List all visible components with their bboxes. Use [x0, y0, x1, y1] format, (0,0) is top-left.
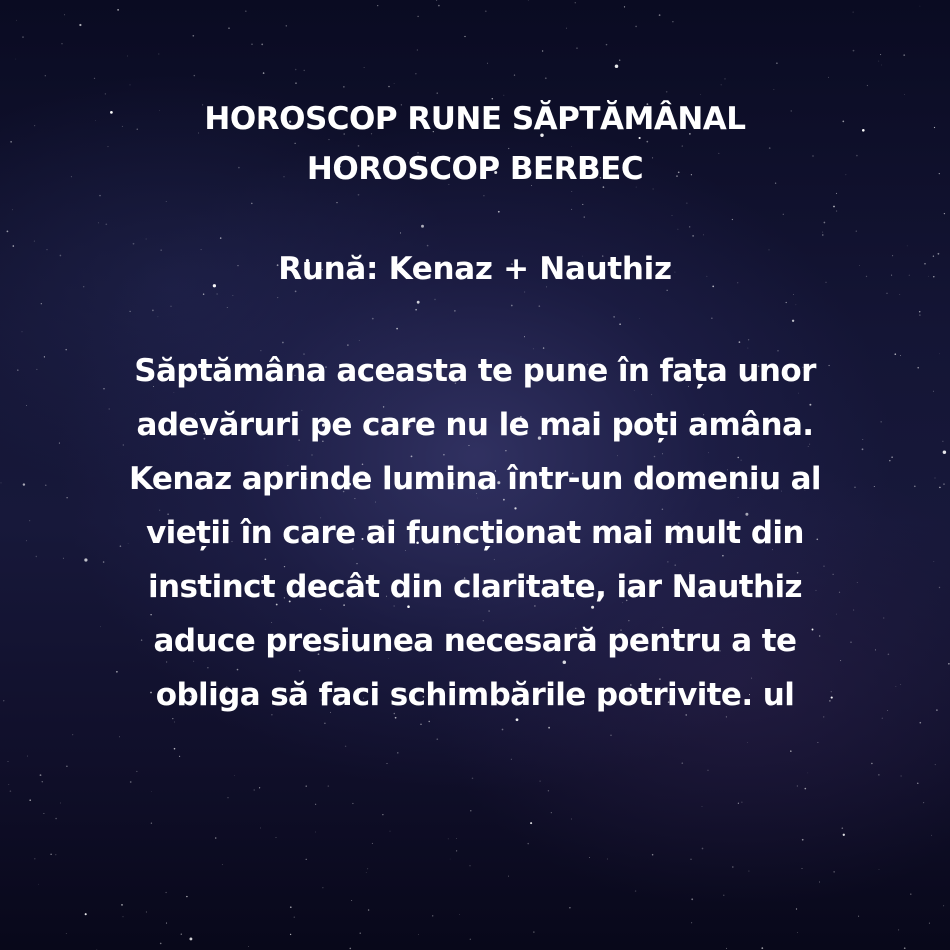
star	[16, 20, 17, 21]
star	[805, 788, 807, 790]
star	[40, 774, 42, 776]
star	[456, 838, 457, 839]
star	[136, 771, 137, 772]
star	[867, 85, 868, 86]
star	[22, 331, 23, 332]
star	[702, 848, 704, 850]
star	[901, 775, 902, 776]
star	[315, 804, 316, 805]
star	[871, 763, 872, 764]
body-line: Kenaz aprinde lumina într-un domeniu al	[129, 461, 821, 497]
star	[589, 857, 590, 858]
body-line: aduce presiunea necesară pentru a te	[153, 623, 797, 659]
star	[681, 762, 683, 764]
title-line-2: HOROSCOP BERBEC	[306, 151, 644, 187]
star	[898, 929, 899, 930]
star	[66, 933, 67, 934]
star	[360, 933, 361, 934]
star	[388, 86, 390, 88]
rune-line: Rună: Kenaz + Nauthiz	[278, 251, 672, 287]
star	[295, 69, 297, 71]
star	[943, 905, 944, 906]
star	[635, 26, 637, 28]
star	[748, 871, 749, 872]
star	[652, 854, 654, 856]
star	[364, 67, 365, 68]
star	[934, 127, 935, 128]
star	[23, 483, 25, 485]
star	[186, 896, 187, 897]
star	[146, 911, 147, 912]
star	[290, 934, 291, 935]
star	[36, 369, 37, 370]
star	[390, 831, 391, 832]
star	[189, 937, 192, 940]
star	[853, 50, 855, 52]
star	[920, 6, 921, 7]
star	[29, 520, 30, 521]
star	[345, 746, 346, 747]
star	[817, 742, 818, 743]
star	[485, 10, 487, 12]
star	[438, 5, 440, 7]
star	[551, 812, 552, 813]
star	[935, 478, 936, 479]
star	[260, 828, 261, 829]
star	[542, 50, 543, 51]
star	[858, 916, 859, 917]
star	[702, 806, 703, 807]
star	[417, 49, 418, 50]
star	[34, 241, 35, 242]
star	[607, 859, 608, 860]
star	[7, 231, 9, 233]
star	[397, 752, 398, 753]
star	[928, 276, 929, 277]
star	[366, 872, 367, 873]
star	[45, 75, 46, 76]
star	[878, 61, 879, 62]
star	[17, 369, 19, 371]
star	[774, 89, 775, 90]
star	[470, 939, 471, 940]
star	[548, 727, 550, 729]
star	[26, 540, 27, 541]
star	[571, 819, 572, 820]
star	[367, 868, 368, 869]
star	[66, 766, 68, 768]
star	[807, 773, 808, 774]
star	[910, 893, 911, 894]
star	[939, 173, 940, 174]
star	[948, 663, 950, 665]
star	[939, 587, 940, 588]
star	[528, 0, 529, 1]
star	[470, 810, 471, 811]
star	[215, 837, 217, 839]
star	[286, 25, 287, 26]
star	[802, 839, 804, 841]
star	[624, 6, 625, 7]
star	[708, 770, 709, 771]
star	[917, 783, 918, 784]
star	[352, 803, 353, 804]
star	[776, 62, 778, 64]
star	[610, 735, 611, 736]
star	[724, 78, 725, 79]
star	[372, 843, 373, 844]
star	[245, 10, 247, 12]
star	[174, 748, 176, 750]
star	[151, 823, 152, 824]
star	[929, 923, 930, 924]
star	[917, 367, 919, 369]
star	[691, 898, 693, 900]
star	[294, 916, 295, 917]
star	[606, 44, 608, 46]
star	[690, 859, 691, 860]
star	[797, 932, 798, 933]
star	[487, 63, 488, 64]
star	[10, 790, 12, 792]
star	[672, 21, 673, 22]
star	[60, 803, 61, 804]
star	[527, 843, 528, 844]
star	[747, 742, 748, 743]
star	[659, 14, 661, 16]
star	[12, 209, 13, 210]
star	[432, 915, 433, 916]
star	[55, 854, 56, 855]
star	[251, 44, 252, 45]
star	[914, 485, 916, 487]
star	[29, 799, 31, 801]
star	[306, 859, 307, 860]
body-line: instinct decât din claritate, iar Nauthiz	[148, 569, 802, 605]
star	[511, 759, 512, 760]
star	[796, 908, 797, 909]
star	[34, 125, 35, 126]
title	[40, 94, 910, 194]
star	[514, 74, 515, 75]
star	[328, 785, 329, 786]
star	[635, 890, 636, 891]
star	[924, 263, 926, 265]
star	[55, 818, 57, 820]
star	[459, 914, 460, 915]
star	[10, 141, 11, 142]
star	[533, 932, 534, 933]
star	[575, 2, 576, 3]
star	[576, 47, 577, 48]
star	[159, 54, 160, 55]
star	[263, 72, 265, 74]
star	[726, 948, 727, 949]
star	[160, 943, 162, 945]
star	[761, 947, 763, 949]
star	[16, 59, 17, 60]
star	[469, 865, 470, 866]
star	[931, 835, 932, 836]
star	[880, 54, 881, 55]
star	[842, 827, 844, 829]
star	[248, 946, 249, 947]
star	[502, 729, 504, 731]
star	[923, 802, 924, 803]
star	[619, 60, 620, 61]
star	[933, 256, 934, 257]
star	[386, 763, 387, 764]
star	[797, 785, 798, 786]
star	[254, 789, 255, 790]
star	[121, 904, 123, 906]
star	[933, 276, 934, 277]
star	[72, 734, 73, 735]
title-line-1: HOROSCOP RUNE SĂPTĂMÂNAL	[204, 101, 746, 137]
star	[322, 887, 323, 888]
star	[127, 55, 128, 56]
body-line: obliga să faci schimbările potrivite. ul	[155, 677, 795, 713]
star	[179, 756, 180, 757]
star	[295, 82, 296, 83]
star	[43, 813, 44, 814]
star	[436, 738, 438, 740]
star	[919, 314, 920, 315]
star	[456, 850, 457, 851]
star	[1, 483, 2, 484]
star	[448, 839, 449, 840]
star	[61, 43, 62, 44]
star	[878, 774, 879, 775]
star	[508, 876, 509, 877]
star	[8, 784, 9, 785]
body-line: vieții în care ai funcționat mai mult din	[146, 515, 804, 551]
star	[36, 556, 37, 557]
star	[222, 864, 223, 865]
star	[420, 724, 421, 725]
star	[35, 859, 36, 860]
star	[943, 451, 946, 454]
star	[939, 353, 940, 354]
star	[464, 36, 465, 37]
star	[119, 736, 120, 737]
star	[919, 311, 920, 312]
body-line: adevăruri pe care nu le mai poți amâna.	[136, 407, 814, 443]
star	[741, 802, 742, 803]
star	[935, 764, 936, 765]
star	[933, 391, 934, 392]
star	[834, 871, 835, 872]
star	[261, 44, 263, 46]
star	[349, 948, 351, 950]
body-paragraph	[40, 344, 910, 722]
star	[943, 483, 945, 485]
star	[117, 9, 119, 11]
star	[843, 834, 845, 836]
star	[122, 916, 123, 917]
star	[343, 86, 344, 87]
star	[324, 723, 325, 724]
star	[819, 881, 820, 882]
star	[666, 91, 668, 93]
star	[417, 16, 418, 17]
star	[723, 895, 724, 896]
star	[181, 934, 182, 935]
star	[306, 786, 307, 787]
star	[351, 900, 352, 901]
star	[879, 869, 880, 870]
star	[151, 791, 152, 792]
star	[227, 797, 228, 798]
star	[85, 913, 87, 915]
star	[166, 923, 167, 924]
star	[12, 245, 14, 247]
star	[530, 822, 532, 824]
star	[129, 84, 130, 85]
star	[64, 14, 65, 15]
star	[919, 722, 921, 724]
star	[569, 907, 570, 908]
star	[721, 85, 722, 86]
star	[933, 561, 934, 562]
star	[130, 781, 132, 783]
star	[942, 441, 943, 442]
star	[790, 750, 792, 752]
star	[382, 814, 383, 815]
star	[938, 253, 940, 255]
star	[472, 778, 474, 780]
star	[615, 64, 619, 68]
horoscope-text	[40, 94, 910, 722]
star	[394, 83, 395, 84]
star	[418, 934, 419, 935]
star	[27, 756, 28, 757]
star	[939, 487, 941, 489]
star	[368, 909, 370, 911]
star	[22, 37, 23, 38]
star	[903, 54, 905, 56]
star	[802, 868, 803, 869]
star	[315, 832, 316, 833]
star	[3, 700, 4, 701]
star	[904, 947, 906, 949]
star	[450, 859, 451, 860]
star	[79, 24, 81, 26]
star	[8, 761, 9, 762]
star	[853, 12, 854, 13]
star	[691, 922, 692, 923]
star	[738, 803, 739, 804]
star	[38, 884, 39, 885]
star	[944, 213, 945, 214]
star	[94, 78, 95, 79]
star	[377, 5, 378, 6]
star	[732, 866, 734, 868]
star	[192, 35, 194, 37]
star	[436, 0, 437, 1]
star	[194, 75, 195, 76]
star	[26, 405, 27, 406]
star	[828, 77, 829, 78]
star	[165, 892, 166, 893]
star	[548, 790, 549, 791]
star	[259, 787, 260, 788]
star	[234, 775, 235, 776]
star	[276, 837, 277, 838]
star	[539, 780, 540, 781]
star	[936, 709, 938, 711]
body-line: Săptămâna aceasta te pune în fața unor	[134, 353, 816, 389]
star	[881, 65, 882, 66]
star	[545, 77, 547, 79]
star	[415, 73, 416, 74]
star	[42, 781, 43, 782]
star	[50, 854, 51, 855]
star	[304, 70, 305, 71]
star	[228, 28, 229, 29]
star	[566, 28, 567, 29]
star	[290, 906, 292, 908]
